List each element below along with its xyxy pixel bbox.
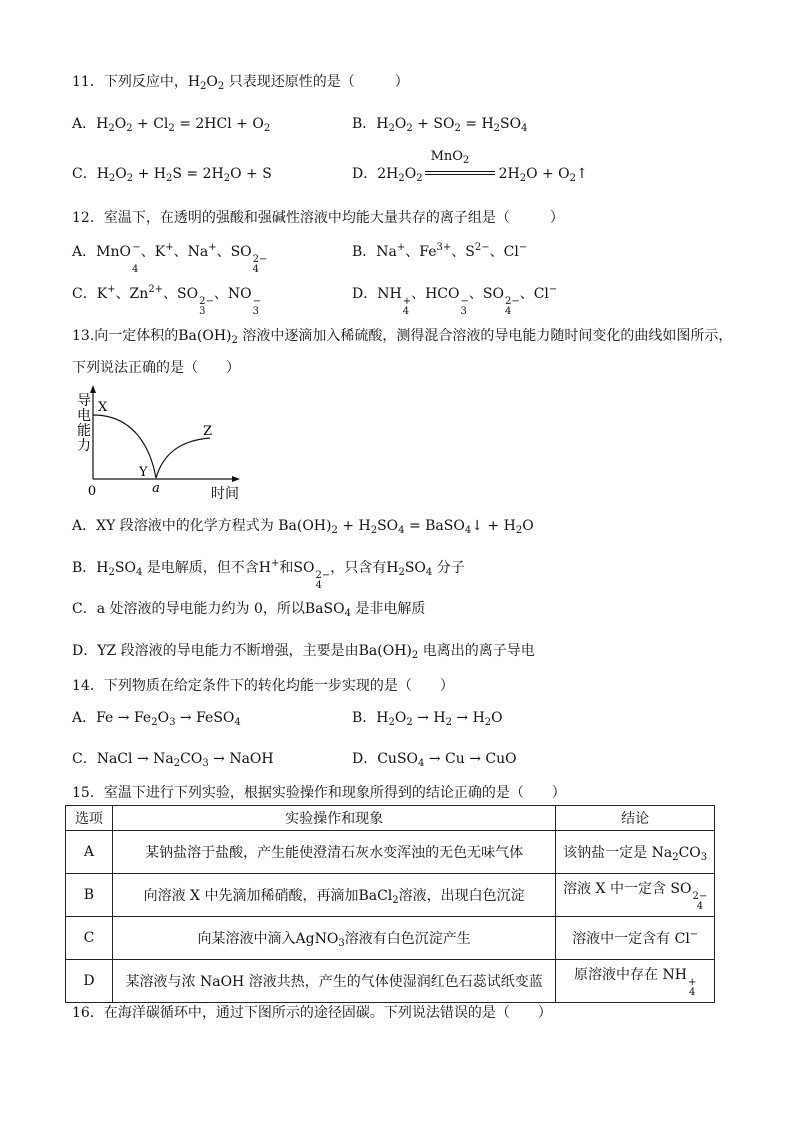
q11-option-b: B．$H_2O_2 + SO_2 = H_2SO_4$	[352, 116, 528, 134]
svg-text:能: 能	[77, 423, 91, 439]
origin-label: 0	[87, 484, 97, 499]
q15-stem: 15．室温下进行下列实验，根据实验操作和现象所得到的结论正确的是（ ）	[72, 785, 566, 801]
q12-option-d: D．NH + 4 、HCO − 3 、SO 2− 4 、Cl−	[352, 284, 558, 317]
q13-stem-line2: 下列说法正确的是（ ）	[72, 360, 240, 376]
q11-option-c: C．$H_2O_2 + H_2S = 2H_2O + S$	[72, 166, 272, 184]
svg-text:导: 导	[77, 393, 91, 409]
q13-option-c: C．a 处溶液的导电能力约为 0，所以BaSO$_4$ 是非电解质	[72, 601, 426, 619]
q13-option-d: D．YZ 段溶液的导电能力不断增强，主要是由$Ba(OH)_2$ 电离出的离子导电	[72, 643, 535, 661]
row-operation: 向溶液 X 中先滴加稀硝酸，再滴加BaCl$_2$溶液，出现白色沉淀	[112, 874, 555, 917]
q12-stem: 12．室温下，在透明的强酸和强碱性溶液中均能大量共存的离子组是（ ）	[72, 210, 564, 226]
row-conclusion: 溶液 X 中一定含 SO 2− 4	[556, 874, 715, 917]
header-operation: 实验操作和现象	[112, 806, 555, 831]
q14-stem: 14．下列物质在给定条件下的转化均能一步实现的是（ ）	[72, 678, 454, 694]
row-conclusion: 该钠盐一定是 $Na_2CO_3$	[556, 831, 715, 874]
row-operation: 向某溶液中滴入AgNO$_3$溶液有白色沉淀产生	[112, 917, 555, 960]
x-axis-label: 时间	[211, 486, 239, 502]
q11-option-d: D．$2H_2O_2$ MnO$_2$ $2H_2O$ + $O_2↑$	[352, 149, 588, 184]
table-row	[66, 960, 715, 1003]
q12-option-b: B．Na+、$Fe^{3+}$、$S^{2-}$、Cl−	[352, 242, 528, 260]
q14-option-c: C．NaCl → $Na_2CO_3$ → NaOH	[72, 751, 274, 769]
point-x-label: X	[98, 400, 108, 415]
q11-stem: 11．下列反应中，$H_2O_2$ 只表现还原性的是（ ）	[72, 74, 409, 92]
curve-yz	[156, 438, 210, 478]
q13-stem-line1: 13.向一定体积的$Ba(OH)_2$ 溶液中逐滴加入稀硫酸，测得混合溶液的导电能力随时间变化的曲线如图所示，	[72, 328, 733, 346]
conductivity-graph	[70, 385, 250, 505]
point-y-label: Y	[139, 465, 148, 480]
header-option: 选项	[66, 806, 113, 831]
y-axis-arrow	[90, 385, 96, 393]
q14-option-a: A．$Fe \to Fe_2O_3$ → FeSO$_4$	[72, 710, 241, 728]
experiment-table	[65, 805, 715, 1003]
point-z-label: Z	[203, 424, 213, 439]
y-axis-label	[77, 393, 91, 454]
table-row	[66, 831, 715, 874]
row-operation: 某钠盐溶于盐酸，产生能使澄清石灰水变浑浊的无色无味气体	[112, 831, 555, 874]
q14-option-b: B．$H_2O_2 \to H_2 \to H_2O$	[352, 710, 503, 728]
q14-option-d: D．CuSO$_4$ → Cu → CuO	[352, 751, 517, 769]
row-option: C	[66, 917, 113, 960]
row-conclusion: 原溶液中存在 NH + 4	[556, 960, 715, 1003]
q11-option-a: A．$H_2O_2 + Cl_2 = 2HCl + O_2$	[72, 116, 271, 134]
svg-text:力: 力	[77, 438, 91, 454]
table-row	[66, 874, 715, 917]
q12-option-a: A．MnO 4 −、K+、Na+、SO 2− 4	[72, 242, 268, 275]
q16-stem: 16．在海洋碳循环中，通过下图所示的途径固碳。下列说法错误的是（ ）	[72, 1005, 552, 1021]
tick-a-label: a	[152, 481, 160, 496]
x-axis-arrow	[232, 476, 240, 482]
row-operation: 某溶液与浓 NaOH 溶液共热，产生的气体使湿润红色石蕊试纸变蓝	[112, 960, 555, 1003]
q13-option-a: A．XY 段溶液中的化学方程式为 $Ba(OH)_2 + H_2SO_4$ = BaSO$_4$↓ + $H_2O$	[72, 518, 534, 536]
table-row	[66, 917, 715, 960]
row-option: A	[66, 831, 113, 874]
q12-option-c: C．K+、$Zn^{2+}$、SO 2− 3 、NO − 3	[72, 284, 262, 317]
row-conclusion: 溶液中一定含有 Cl−	[556, 917, 715, 960]
header-conclusion: 结论	[556, 806, 715, 831]
row-option: D	[66, 960, 113, 1003]
table-header-row	[66, 806, 715, 831]
q13-option-b: B．$H_2SO_4$ 是电解质，但不含H+和SO 2− 4 ，只含有$H_2SO_4$ 分子	[72, 558, 465, 591]
svg-text:电: 电	[77, 408, 91, 424]
row-option: B	[66, 874, 113, 917]
